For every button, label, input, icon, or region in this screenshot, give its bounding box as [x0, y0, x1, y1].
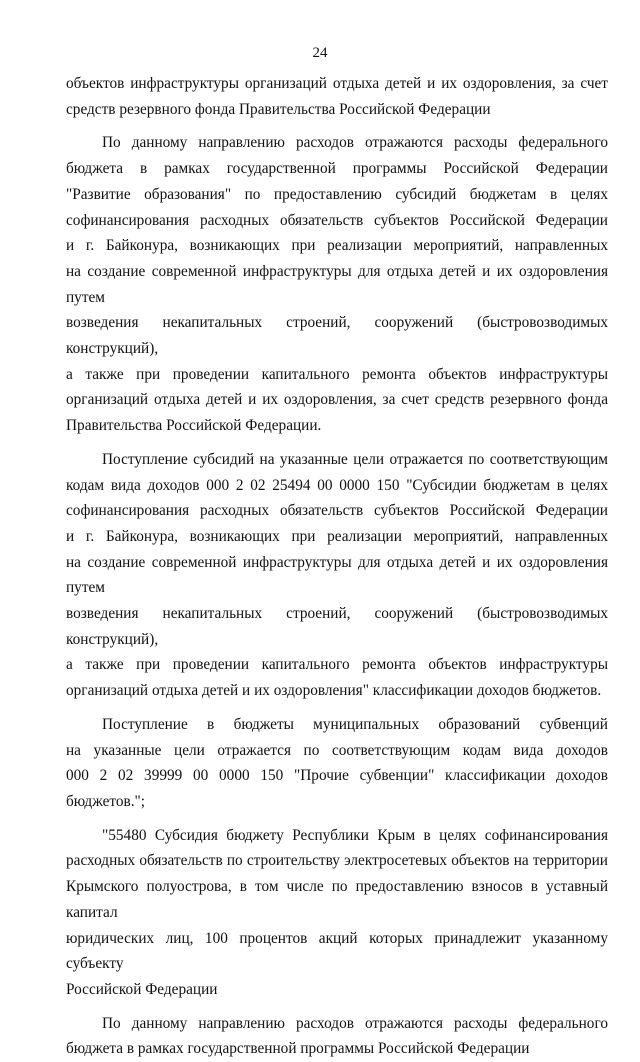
text-line: кодам вида доходов 000 2 02 25494 00 0000 150 "Субсидии бюджетам в целях: [66, 476, 608, 494]
text-line: "55480 Субсидия бюджету Республики Крым в целях софинансирования: [102, 826, 608, 844]
text-line: 000 2 02 39999 00 0000 150 "Прочие субвенции" классификации доходов бюджетов.";: [66, 767, 608, 810]
text-line: и г. Байконура, возникающих при реализации мероприятий, направленных: [66, 237, 608, 255]
text-line: расходных обязательств по строительству электросетевых объектов на территории: [66, 852, 608, 870]
text-line: возведения некапитальных строений, сооружений (быстровозводимых конструкций),: [66, 605, 608, 648]
page-number: 24: [312, 45, 328, 61]
text-line: юридических лиц, 100 процентов акций которых принадлежит указанному субъекту: [66, 929, 608, 973]
text-line: организаций отдыха детей и их оздоровления" классификации доходов бюджетов.: [66, 682, 602, 700]
text-line: софинансирования расходных обязательств субъектов Российской Федерации: [66, 211, 608, 229]
text-line: Российской Федерации: [66, 980, 218, 998]
paragraph-spacer: [66, 439, 608, 447]
text-line: на указанные цели отражается по соответствующим кодам вида доходов: [66, 741, 608, 759]
text-line: а также при проведении капитального ремонта объектов инфраструктуры: [66, 656, 608, 674]
text-line: а также при проведении капитального ремонта объектов инфраструктуры: [66, 365, 608, 383]
document-body: [66, 71, 608, 1062]
text-line: на создание современной инфраструктуры для отдыха детей и их оздоровления путем: [66, 262, 608, 306]
text-line: и г. Байконура, возникающих при реализации мероприятий, направленных: [66, 527, 608, 545]
text-line: По данному направлению расходов отражаются расходы федерального: [102, 134, 608, 152]
text-line: Крымского полуострова, в том числе по предоставлению взносов в уставный капитал: [66, 878, 608, 921]
text-line: софинансирования расходных обязательств субъектов Российской Федерации: [66, 502, 608, 520]
text-line: бюджета в рамках государственной программы Российской Федерации: [66, 160, 608, 178]
text-line: объектов инфраструктуры организаций отдыха детей и их оздоровления, за счет: [66, 75, 608, 92]
text-line: средств резервного фонда Правительства Российской Федерации: [66, 100, 491, 118]
paragraph: [66, 823, 608, 1003]
paragraph: [66, 447, 608, 704]
text-line: Поступление в бюджеты муниципальных образований субвенций: [102, 715, 608, 733]
text-line: организаций отдыха детей и их оздоровления, за счет средств резервного фонда: [66, 391, 608, 409]
paragraph: [66, 712, 608, 815]
text-line: Правительства Российской Федерации.: [66, 417, 322, 435]
paragraph: [66, 1011, 608, 1062]
paragraph-spacer: [66, 704, 608, 712]
text-line: бюджета в рамках государственной программы Российской Федерации: [66, 1040, 530, 1058]
text-line: "Развитие образования" по предоставлению субсидий бюджетам в целях: [66, 185, 608, 203]
text-line: на создание современной инфраструктуры для отдыха детей и их оздоровления путем: [66, 553, 608, 597]
paragraph: [66, 130, 608, 438]
text-line: По данному направлению расходов отражаются расходы федерального: [102, 1014, 608, 1032]
paragraph-spacer: [66, 815, 608, 823]
text-line: возведения некапитальных строений, сооружений (быстровозводимых конструкций),: [66, 314, 608, 358]
paragraph-spacer: [66, 122, 608, 130]
paragraph-spacer: [66, 1003, 608, 1011]
text-line: Поступление субсидий на указанные цели отражается по соответствующим: [102, 450, 608, 468]
paragraph: [66, 71, 608, 122]
